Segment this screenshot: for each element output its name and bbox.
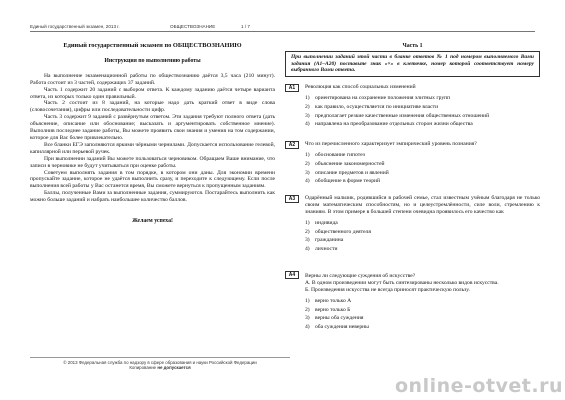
answer-option: 4) обобщение в форме теорий (305, 178, 381, 185)
answer-options (305, 220, 540, 253)
good-luck-text: Желаем успеха! (132, 218, 173, 225)
answer-option: 1) индивида (305, 219, 338, 226)
document-title: Единый государственный экзамен по ОБЩЕСТВОЗНАНИЮ (63, 42, 242, 49)
instruction-paragraph: Часть 1 содержит 20 заданий с выбором ответа. К каждому заданию даётся четыре варианта ответа, из которых только один правильный. (30, 86, 275, 100)
part-title: Часть 1 (402, 43, 423, 49)
header-divider (30, 31, 535, 32)
statement-b: Б. Произведения искусства не всегда приносят практическую пользу. (305, 286, 470, 293)
answer-options (305, 95, 540, 128)
answer-option: 2) верно только Б (305, 306, 351, 313)
footer-divider (30, 357, 290, 358)
answer-option: 1) верно только А (305, 297, 352, 304)
answer-option: 3) гражданина (305, 237, 344, 244)
answer-option: 4) оба суждения неверны (305, 324, 369, 331)
header-page-number: 1 / 7 (241, 24, 250, 29)
instruction-paragraph: На выполнение экзаменационной работы по обществознанию даётся 3,5 часа (210 минут). Работа состоит из 3 частей, содержащих 37 заданий. (30, 72, 275, 86)
answer-option: 3) предполагает резкие качественные изменения общественных отношений (305, 112, 490, 119)
answer-option: 2) как правило, осуществляется по инициативе власти (305, 103, 439, 110)
instruction-paragraph: Советуем выполнять задания в том порядке, в котором они даны. Для экономии времени пропускайте задание, которое не удаётся выполнить сразу, и переходите к следующему. Если после выполнения всей работы у Вас останется время, Вы сможете вернуться к пропущенным заданиям. (30, 169, 275, 190)
answer-options (305, 298, 540, 331)
copyright-text: © 2013 Федеральная служба по надзору в сфере образования и науки Российской Федерации (63, 360, 257, 365)
question-number-box: A1 (285, 84, 299, 92)
header-exam-label: Единый государственный экзамен, 2013 г. (30, 24, 120, 29)
answer-option: 1) обоснование гипотез (305, 151, 365, 158)
question-text: Что из перечисленного характеризует эмпирический уровень познания? (305, 141, 477, 147)
answer-option: 3) описание предметов и явлений (305, 169, 389, 176)
question-text: Революция как способ социальных изменений (305, 84, 416, 90)
instructions-column (30, 43, 275, 225)
instruction-paragraph: Часть 3 содержит 9 заданий с развёрнутым ответом. Эти задания требуют полного ответа (дать объяснение, описание или обоснование; высказать и аргументировать собственное мнение). Выполнив последнее задание работы, Вы можете проявить свои знания и умения на том содержании, которое для Вас более привлекательно. (30, 114, 275, 141)
answer-option: 2) общественного деятеля (305, 228, 371, 235)
question-number-box: A4 (285, 271, 299, 279)
watermark: online-otvet.ru (395, 375, 564, 397)
answer-option: 2) объяснение закономерностей (305, 160, 385, 167)
instruction-paragraph: Все бланки ЕГЭ заполняются яркими чёрными чернилами. Допускается использование гелевой, капиллярной или перьевой ручек. (30, 141, 275, 155)
answer-option: 4) направлена на преобразование отдельных сторон жизни общества (305, 121, 473, 128)
answer-option: 4) личности (305, 246, 338, 253)
answer-options (305, 152, 540, 185)
question-number-box: A2 (285, 141, 299, 149)
instruction-paragraph: Часть 2 состоит из 8 заданий, на которые надо дать краткий ответ в виде слова (словосочетания), цифры или последовательности цифр. (30, 100, 275, 114)
question-text: Верны ли следующие суждения об искусстве? (305, 273, 416, 279)
instruction-title: Инструкция по выполнению работы (104, 57, 201, 64)
part-one-column (285, 43, 540, 331)
question-number-box: A3 (285, 195, 299, 203)
copy-notice: Копирование не допускается (129, 365, 191, 371)
answer-option: 1) ориентирована на сохранение положения элитных групп (305, 94, 451, 101)
part-instruction-box: При выполнении заданий этой части в бланке ответов № 1 под номером выполняемого Вами задания (А1–А20) поставьте знак «×» в клеточке, номер которой соответствует номеру выбранного Вами ответа. (285, 51, 540, 77)
statement-a: А. В одном произведении могут быть синтезированы несколько видов искусства. (305, 279, 499, 286)
footer (30, 360, 290, 371)
instruction-paragraph: При выполнении заданий Вы можете пользоваться черновиком. Обращаем Ваше внимание, что записи в черновике не будут учитываться при оценке работы. (30, 155, 275, 169)
header-subject: ОБЩЕСТВОЗНАНИЕ (170, 24, 216, 29)
instruction-paragraph: Баллы, полученные Вами за выполненные задания, суммируются. Постарайтесь выполнить как можно больше заданий и набрать наибольшее количество баллов. (30, 190, 275, 204)
answer-option: 3) верны оба суждения (305, 315, 364, 322)
question-text: Одарённый мальчик, родившийся в рабочей семье, стал известным учёным благодаря не только своим математическим способностям, но и целеустремлённости, силе воли, стремлению к знаниям. В этом примере в большей степени очевидна проявилось его качество как (305, 195, 540, 215)
